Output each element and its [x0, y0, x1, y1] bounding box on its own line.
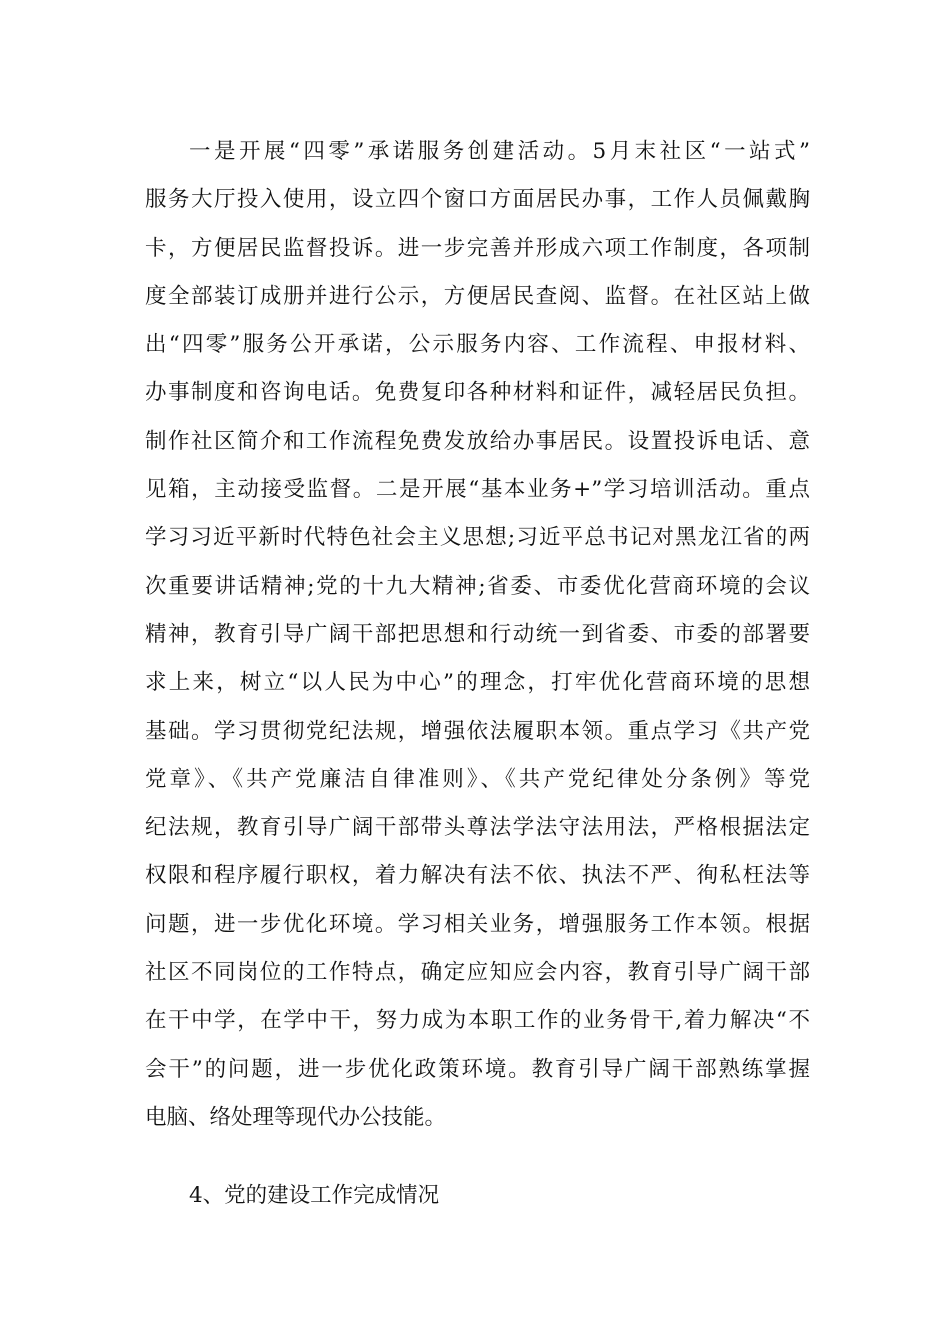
paragraph-line: 纪法规，教育引导广阔干部带头尊法学法守法用法，严格根据法定	[145, 815, 810, 841]
paragraph-line: 问题，进一步优化环境。学习相关业务，增强服务工作本领。根据	[145, 911, 810, 937]
body-paragraph	[145, 128, 810, 1142]
paragraph-line: 权限和程序履行职权，着力解决有法不依、执法不严、徇私枉法等	[145, 863, 810, 889]
paragraph-line: 见箱，主动接受监督。二是开展“基本业务+”学习培训活动。重点	[145, 477, 810, 503]
paragraph-line: 精神，教育引导广阔干部把思想和行动统一到省委、市委的部署要	[145, 621, 810, 647]
paragraph-line: 出“四零”服务公开承诺，公示服务内容、工作流程、申报材料、	[145, 332, 810, 358]
paragraph-line: 学习习近平新时代特色社会主义思想;习近平总书记对黑龙江省的两	[145, 525, 810, 551]
paragraph-line: 党章》、《共产党廉洁自律准则》、《共产党纪律处分条例》等党	[145, 766, 810, 792]
section-heading: 4、党的建设工作完成情况	[189, 1183, 440, 1208]
paragraph-line: 办事制度和咨询电话。免费复印各种材料和证件，减轻居民负担。	[145, 380, 810, 406]
paragraph-line: 电脑、络处理等现代办公技能。	[145, 1104, 447, 1130]
paragraph-line: 基础。学习贯彻党纪法规，增强依法履职本领。重点学习《共产党	[145, 718, 810, 744]
paragraph-line: 求上来，树立“以人民为中心”的理念，打牢优化营商环境的思想	[145, 670, 810, 696]
paragraph-line: 制作社区简介和工作流程免费发放给办事居民。设置投诉电话、意	[145, 428, 810, 454]
paragraph-line: 在干中学，在学中干，努力成为本职工作的业务骨干,着力解决“不	[145, 1008, 810, 1034]
paragraph-line: 服务大厅投入使用，设立四个窗口方面居民办事，工作人员佩戴胸	[145, 187, 810, 213]
paragraph-line: 次重要讲话精神;党的十九大精神;省委、市委优化营商环境的会议	[145, 573, 810, 599]
paragraph-line: 社区不同岗位的工作特点，确定应知应会内容，教育引导广阔干部	[145, 960, 810, 986]
paragraph-line: 一是开展“四零”承诺服务创建活动。5月末社区“一站式”	[189, 139, 810, 164]
paragraph-line: 卡，方便居民监督投诉。进一步完善并形成六项工作制度，各项制	[145, 235, 810, 261]
paragraph-line: 度全部装订成册并进行公示，方便居民查阅、监督。在社区站上做	[145, 283, 810, 309]
paragraph-line: 会干”的问题，进一步优化政策环境。教育引导广阔干部熟练掌握	[145, 1056, 810, 1082]
